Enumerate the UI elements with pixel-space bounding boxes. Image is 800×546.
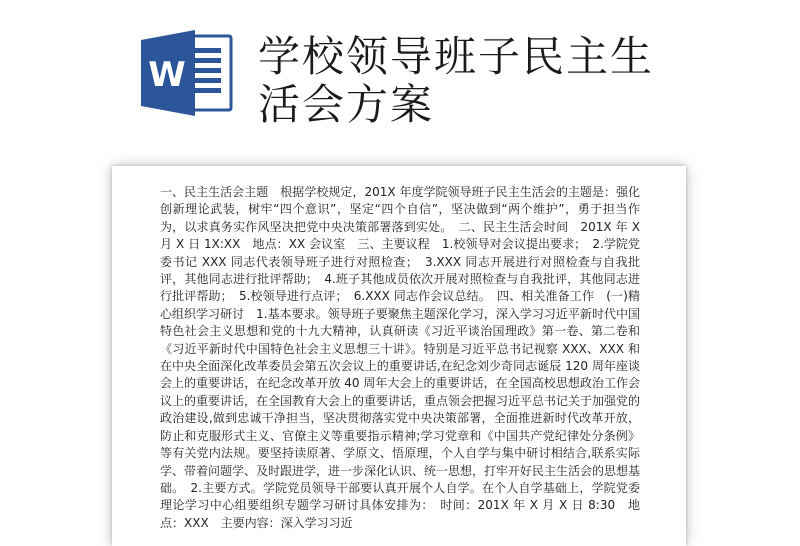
word-icon [141,30,233,116]
page-title: 学校领导班子民主生活会方案 [258,32,655,129]
document-body-text: 一、民主生活会主题 根据学校规定，201X 年度学院领导班子民主生活会的主题是：强化创新理论武装，树牢“四个意识”，坚定“四个自信”，坚决做到“两个维护”，勇于担当作为，以求真务实作风坚决把党中央决策部署落到实处。 二、民主生活会时间 201X 年 X 月 X 日 1X:XX 地点：XX 会议室 三、主要议程 1.校领导对会议提出要求； 2.学院党委书记 XXX 同志代表领导班子进行对照检查； 3.XXX 同志开展进行对照检查与自我批评，其他同志进行批评帮助； 4.班子其他成员依次开展对照检查与自我批评，其他同志进行批评帮助； 5.校领导进行点评； 6.XXX 同志作会议总结。 四、相关准备工作 (一)精心组织学习研讨 1.基本要求。领导班子要聚焦主题深化学习，深入学习习近平新时代中国特色社会主义思想和党的十九大精神，认真研读《习近平谈治国理政》第一卷、第二卷和《习近平新时代中国特色社会主义思想三十讲》。特别是习近平总书记视察 XXX、XXX 和在中央全面深化改革委员会第五次会议上的重要讲话,在纪念刘少奇同志诞辰 120 周年座谈会上的重要讲话，在纪念改革开放 40 周年大会上的重要讲话，在全国高校思想政治工作会议上的重要讲话，在全国教育大会上的重要讲话，重点领会把握习近平总书记关于加强党的政治建设,做到忠诚干净担当，坚决贯彻落实党中央决策部署，全面推进新时代改革开放，防止和克服形式主义、官僚主义等重要指示精神;学习党章和《中国共产党纪律处分条例》等有关党内法规。要坚持读原著、学原文、悟原理，个人自学与集中研讨相结合,联系实际学、带着问题学、及时跟进学，进一步深化认识、统一思想，打牢开好民主生活会的思想基础。 2.主要方式。学院党员领导干部要认真开展个人自学。在个人自学基础上，学院党委理论学习中心组要组织专题学习研讨具体安排为： 时间：201X 年 X 月 X 日 8:30 地点：XXX 主要内容：深入学习习近 [160,185,641,530]
word-icon-letter: W [148,55,186,95]
